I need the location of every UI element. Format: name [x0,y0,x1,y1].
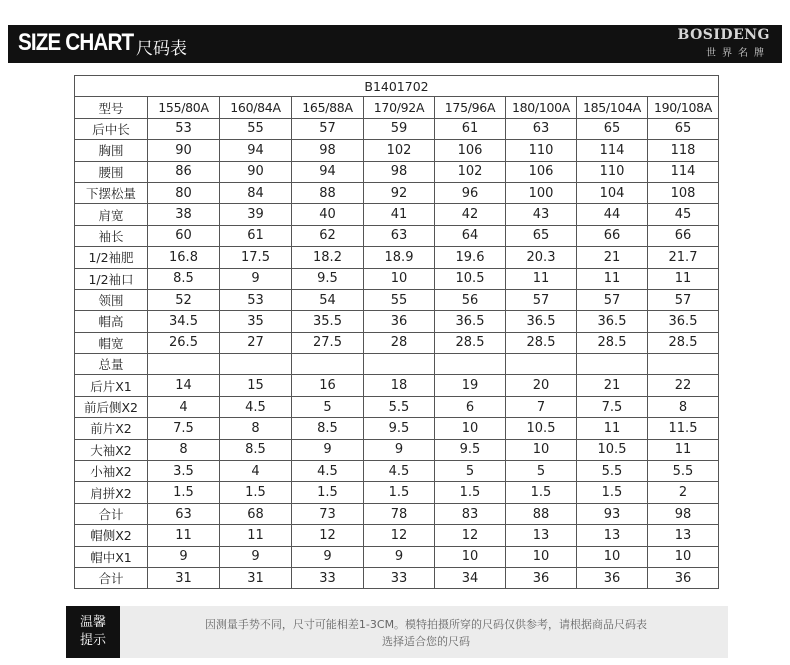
size-column-header: 165/88A [292,97,364,118]
table-cell: 11 [648,439,719,460]
table-cell: 26.5 [148,332,220,353]
table-cell: 61 [435,118,506,139]
table-cell: 98 [648,503,719,524]
table-cell: 53 [220,289,292,310]
table-cell: 36 [364,311,435,332]
table-cell: 60 [148,225,220,246]
table-row [75,118,719,139]
row-label: 下摆松量 [75,182,148,203]
table-cell: 54 [292,289,364,310]
size-column-header: 180/100A [506,97,577,118]
table-cell: 34 [435,567,506,588]
table-cell: 92 [364,182,435,203]
notice-box [66,606,728,658]
table-cell: 65 [648,118,719,139]
table-cell: 36 [506,567,577,588]
table-cell: 28.5 [435,332,506,353]
size-table [74,75,719,589]
table-cell: 2 [648,482,719,503]
table-cell: 35 [220,311,292,332]
row-label: 1/2袖肥 [75,247,148,268]
table-cell: 36 [577,567,648,588]
notice-tag-line2: 提示 [79,633,106,648]
size-column-header: 160/84A [220,97,292,118]
brand-logo [677,27,770,59]
row-label: 小袖X2 [75,461,148,482]
table-cell: 9.5 [364,418,435,439]
size-column-header: 155/80A [148,97,220,118]
row-label: 后中长 [75,118,148,139]
header-bar [8,25,782,63]
table-cell: 35.5 [292,311,364,332]
table-cell: 96 [435,182,506,203]
table-cell: 4.5 [364,461,435,482]
table-cell: 12 [435,525,506,546]
table-cell: 21 [577,247,648,268]
table-cell: 21.7 [648,247,719,268]
table-cell: 21 [577,375,648,396]
table-cell: 8.5 [148,268,220,289]
table-cell: 1.5 [577,482,648,503]
table-cell: 9 [364,439,435,460]
table-row [75,482,719,503]
table-cell: 94 [220,140,292,161]
table-cell: 27.5 [292,332,364,353]
table-cell: 10 [364,268,435,289]
row-label: 前片X2 [75,418,148,439]
table-cell: 18 [364,375,435,396]
table-cell: 28 [364,332,435,353]
table-cell: 55 [220,118,292,139]
table-cell: 90 [148,140,220,161]
table-cell: 98 [292,140,364,161]
table-cell: 106 [435,140,506,161]
table-cell: 22 [648,375,719,396]
table-cell: 15 [220,375,292,396]
table-row [75,418,719,439]
table-cell [506,354,577,375]
table-cell [648,354,719,375]
table-cell: 80 [148,182,220,203]
table-cell: 1.5 [364,482,435,503]
notice-text [176,616,676,650]
table-row [75,268,719,289]
table-cell: 61 [220,225,292,246]
table-cell: 63 [148,503,220,524]
table-cell: 36.5 [435,311,506,332]
table-cell: 64 [435,225,506,246]
table-cell: 36.5 [648,311,719,332]
table-cell: 98 [364,161,435,182]
notice-tag [66,606,120,658]
table-cell: 31 [148,567,220,588]
table-row [75,247,719,268]
table-cell: 65 [577,118,648,139]
table-cell: 110 [577,161,648,182]
table-cell: 73 [292,503,364,524]
table-cell: 43 [506,204,577,225]
table-cell: 53 [148,118,220,139]
table-cell: 3.5 [148,461,220,482]
row-label: 袖长 [75,225,148,246]
notice-tag-line1: 温馨 [79,615,106,630]
table-cell: 11.5 [648,418,719,439]
table-cell: 10 [506,439,577,460]
table-cell: 10.5 [577,439,648,460]
table-cell: 88 [506,503,577,524]
table-cell: 38 [148,204,220,225]
table-row [75,461,719,482]
size-column-header: 175/96A [435,97,506,118]
table-cell: 4.5 [292,461,364,482]
table-row [75,525,719,546]
table-cell [220,354,292,375]
table-cell: 9 [148,546,220,567]
table-cell: 39 [220,204,292,225]
table-cell: 7.5 [577,396,648,417]
row-label: 总量 [75,354,148,375]
table-cell: 84 [220,182,292,203]
table-cell: 4 [148,396,220,417]
table-row [75,396,719,417]
table-cell: 8.5 [220,439,292,460]
row-label: 领围 [75,289,148,310]
table-cell: 100 [506,182,577,203]
table-row [75,354,719,375]
table-row [75,182,719,203]
table-cell: 83 [435,503,506,524]
table-cell: 18.9 [364,247,435,268]
row-label: 胸围 [75,140,148,161]
size-table-container [74,75,718,589]
table-cell: 9.5 [292,268,364,289]
table-cell: 1.5 [435,482,506,503]
table-cell: 52 [148,289,220,310]
table-cell: 10.5 [435,268,506,289]
table-cell: 1.5 [506,482,577,503]
size-label: 型号 [75,97,148,118]
table-cell: 11 [577,268,648,289]
row-label: 前后侧X2 [75,396,148,417]
notice-text-line2: 选择适合您的尺码 [382,635,470,648]
row-label: 帽侧X2 [75,525,148,546]
table-row [75,375,719,396]
table-cell: 16.8 [148,247,220,268]
table-cell: 13 [648,525,719,546]
table-cell: 11 [148,525,220,546]
notice-text-line1: 因测量手势不同，尺寸可能相差1-3CM。模特拍摄所穿的尺码仅供参考，请根据商品尺码表 [204,618,648,631]
table-row [75,161,719,182]
brand-subtitle: 世界名牌 [706,48,770,59]
table-cell: 11 [506,268,577,289]
table-cell: 36.5 [577,311,648,332]
table-cell: 44 [577,204,648,225]
table-cell: 62 [292,225,364,246]
table-cell: 11 [577,418,648,439]
table-cell: 57 [577,289,648,310]
table-cell: 108 [648,182,719,203]
table-cell: 55 [364,289,435,310]
table-cell: 45 [648,204,719,225]
table-row [75,289,719,310]
table-cell: 114 [648,161,719,182]
table-cell: 20 [506,375,577,396]
table-cell: 17.5 [220,247,292,268]
table-cell: 86 [148,161,220,182]
size-column-header: 170/92A [364,97,435,118]
size-column-header: 190/108A [648,97,719,118]
table-cell [577,354,648,375]
table-cell: 9.5 [435,439,506,460]
table-cell: 5.5 [577,461,648,482]
table-cell: 66 [648,225,719,246]
table-cell: 19.6 [435,247,506,268]
table-cell: 65 [506,225,577,246]
table-cell: 28.5 [648,332,719,353]
table-cell: 5.5 [648,461,719,482]
size-header-row [75,97,719,118]
table-cell: 78 [364,503,435,524]
row-label: 帽高 [75,311,148,332]
row-label: 后片X1 [75,375,148,396]
table-cell: 5 [292,396,364,417]
table-cell: 68 [220,503,292,524]
table-cell: 9 [220,268,292,289]
table-cell: 102 [364,140,435,161]
row-label: 腰围 [75,161,148,182]
table-cell: 12 [292,525,364,546]
row-label: 肩宽 [75,204,148,225]
table-row [75,503,719,524]
title-english: SIZE CHART [18,29,134,56]
table-row [75,140,719,161]
table-cell: 7.5 [148,418,220,439]
table-cell: 1.5 [220,482,292,503]
table-cell: 9 [292,546,364,567]
table-cell: 13 [506,525,577,546]
table-row [75,546,719,567]
table-cell [435,354,506,375]
table-cell: 40 [292,204,364,225]
table-row [75,567,719,588]
table-cell: 106 [506,161,577,182]
table-cell: 102 [435,161,506,182]
table-cell: 10 [506,546,577,567]
table-cell: 10 [648,546,719,567]
table-cell: 66 [577,225,648,246]
table-row [75,204,719,225]
brand-name: BOSIDENG [677,27,770,43]
table-cell: 57 [292,118,364,139]
table-cell: 114 [577,140,648,161]
table-cell: 12 [364,525,435,546]
table-cell: 33 [292,567,364,588]
table-cell: 18.2 [292,247,364,268]
table-cell: 36.5 [506,311,577,332]
row-label: 1/2袖口 [75,268,148,289]
table-cell: 11 [648,268,719,289]
table-cell: 93 [577,503,648,524]
table-cell: 94 [292,161,364,182]
row-label: 合计 [75,503,148,524]
table-cell: 19 [435,375,506,396]
title-chinese: 尺码表 [136,39,187,59]
table-cell: 16 [292,375,364,396]
table-cell: 10 [577,546,648,567]
table-row [75,439,719,460]
table-cell: 7 [506,396,577,417]
table-cell: 57 [648,289,719,310]
table-cell: 118 [648,140,719,161]
table-cell: 57 [506,289,577,310]
table-cell: 10 [435,546,506,567]
table-cell: 8 [148,439,220,460]
row-label: 大袖X2 [75,439,148,460]
row-label: 肩拼X2 [75,482,148,503]
table-cell [148,354,220,375]
row-label: 帽宽 [75,332,148,353]
table-cell: 41 [364,204,435,225]
table-cell: 5 [435,461,506,482]
table-cell: 4 [220,461,292,482]
table-cell: 14 [148,375,220,396]
table-cell: 9 [292,439,364,460]
table-cell [364,354,435,375]
table-cell: 34.5 [148,311,220,332]
table-cell: 10 [435,418,506,439]
product-code: B1401702 [75,76,719,97]
table-cell: 6 [435,396,506,417]
table-cell: 9 [220,546,292,567]
table-cell: 8 [220,418,292,439]
table-cell: 33 [364,567,435,588]
table-cell: 28.5 [506,332,577,353]
table-cell: 31 [220,567,292,588]
table-cell: 56 [435,289,506,310]
table-cell: 1.5 [148,482,220,503]
table-cell: 1.5 [292,482,364,503]
row-label: 帽中X1 [75,546,148,567]
table-cell: 28.5 [577,332,648,353]
table-cell: 4.5 [220,396,292,417]
table-cell: 20.3 [506,247,577,268]
size-column-header: 185/104A [577,97,648,118]
table-cell: 88 [292,182,364,203]
table-cell: 59 [364,118,435,139]
table-cell: 27 [220,332,292,353]
table-cell: 63 [506,118,577,139]
table-cell: 9 [364,546,435,567]
table-code-row [75,76,719,97]
table-row [75,225,719,246]
table-cell: 8.5 [292,418,364,439]
table-cell: 90 [220,161,292,182]
table-cell [292,354,364,375]
table-cell: 8 [648,396,719,417]
table-cell: 11 [220,525,292,546]
row-label: 合计 [75,567,148,588]
table-row [75,332,719,353]
table-cell: 63 [364,225,435,246]
table-cell: 36 [648,567,719,588]
table-cell: 42 [435,204,506,225]
table-cell: 13 [577,525,648,546]
table-cell: 104 [577,182,648,203]
table-cell: 5.5 [364,396,435,417]
table-cell: 5 [506,461,577,482]
table-cell: 110 [506,140,577,161]
table-row [75,311,719,332]
table-cell: 10.5 [506,418,577,439]
